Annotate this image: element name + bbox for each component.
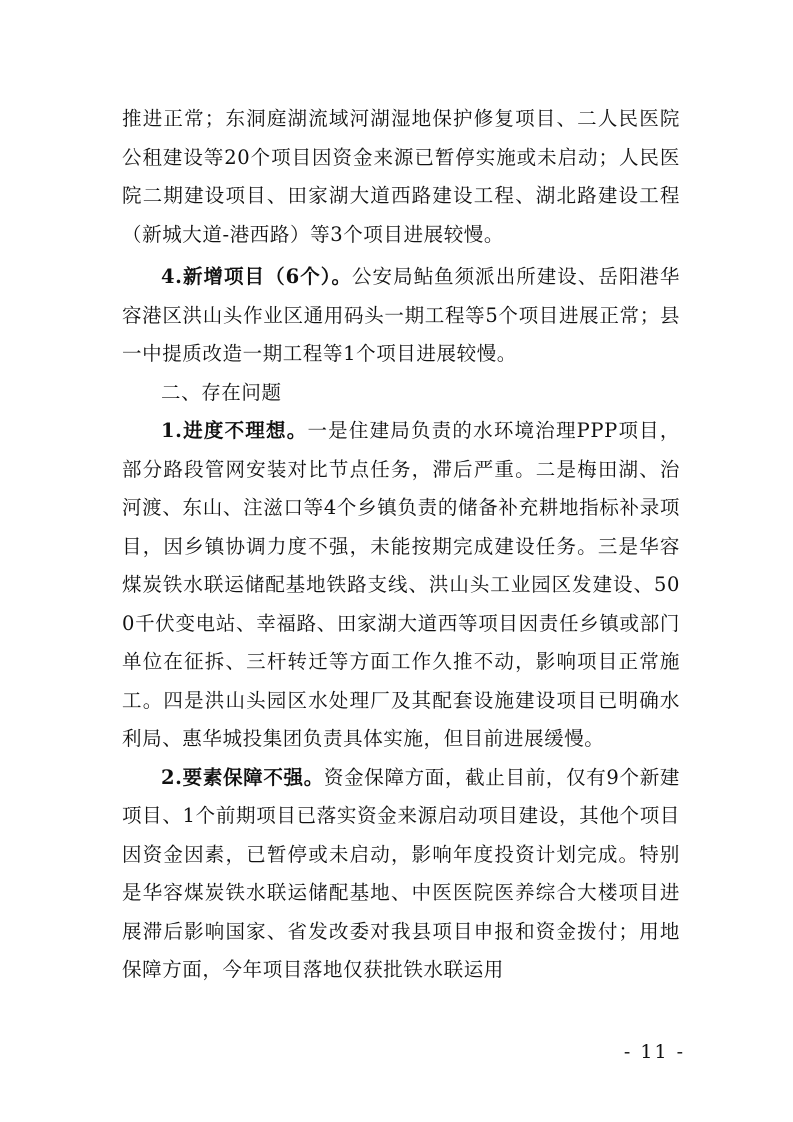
- paragraph-lead: 4.新增项目（6个）。: [161, 265, 353, 288]
- page-number: - 11 -: [623, 1041, 685, 1063]
- paragraph-text: 公安局鲇鱼须派出所建设、岳阳港华容港区洪山头作业区通用码头一期工程等5个项目进展正常；县一中提质改造一期工程等1个项目进展较慢。: [122, 265, 680, 365]
- paragraph-text: 一是住建局负责的水环境治理PPP项目，部分路段管网安装对比节点任务，滞后严重。二是梅田湖、治河渡、东山、注滋口等4个乡镇负责的储备补充耕地指标补录项目，因乡镇协调力度不强，未能按期完成建设任务。三是华容煤炭铁水联运储配基地铁路支线、洪山头工业园区发建设、500千伏变电站、幸福路、田家湖大道西等项目因责任乡镇或部门单位在征拆、三杆转迁等方面工作久推不动，影响项目正常施工。四是洪山头园区水处理厂及其配套设施建设项目已明确水利局、惠华城投集团负责具体实施，但目前进展缓慢。: [122, 419, 680, 750]
- paragraph-lead: 1.进度不理想。: [161, 419, 308, 442]
- paragraph-text: 推进正常；东洞庭湖流域河湖湿地保护修复项目、二人民医院公租建设等20个项目因资金来源已暂停实施或未启动；人民医院二期建设项目、田家湖大道西路建设工程、湖北路建设工程（新城大道-港西路）等3个项目进展较慢。: [122, 107, 680, 246]
- paragraph-new-projects: [122, 258, 680, 374]
- paragraph-continuation: [122, 100, 680, 254]
- paragraph-resource-issue: [122, 759, 680, 990]
- document-body: [122, 100, 680, 990]
- paragraph-text: 资金保障方面，截止目前，仅有9个新建项目、1个前期项目已落实资金来源启动项目建设，其他个项目因资金因素，已暂停或未启动，影响年度投资计划完成。特别是华容煤炭铁水联运储配基地、中医医院医养综合大楼项目进展滞后影响国家、省发改委对我县项目申报和资金拨付；用地保障方面，今年项目落地仅获批铁水联运用: [122, 765, 680, 981]
- section-heading: 二、存在问题: [161, 380, 282, 404]
- paragraph-lead: 2.要素保障不强。: [161, 765, 324, 789]
- paragraph-progress-issue: [122, 412, 680, 759]
